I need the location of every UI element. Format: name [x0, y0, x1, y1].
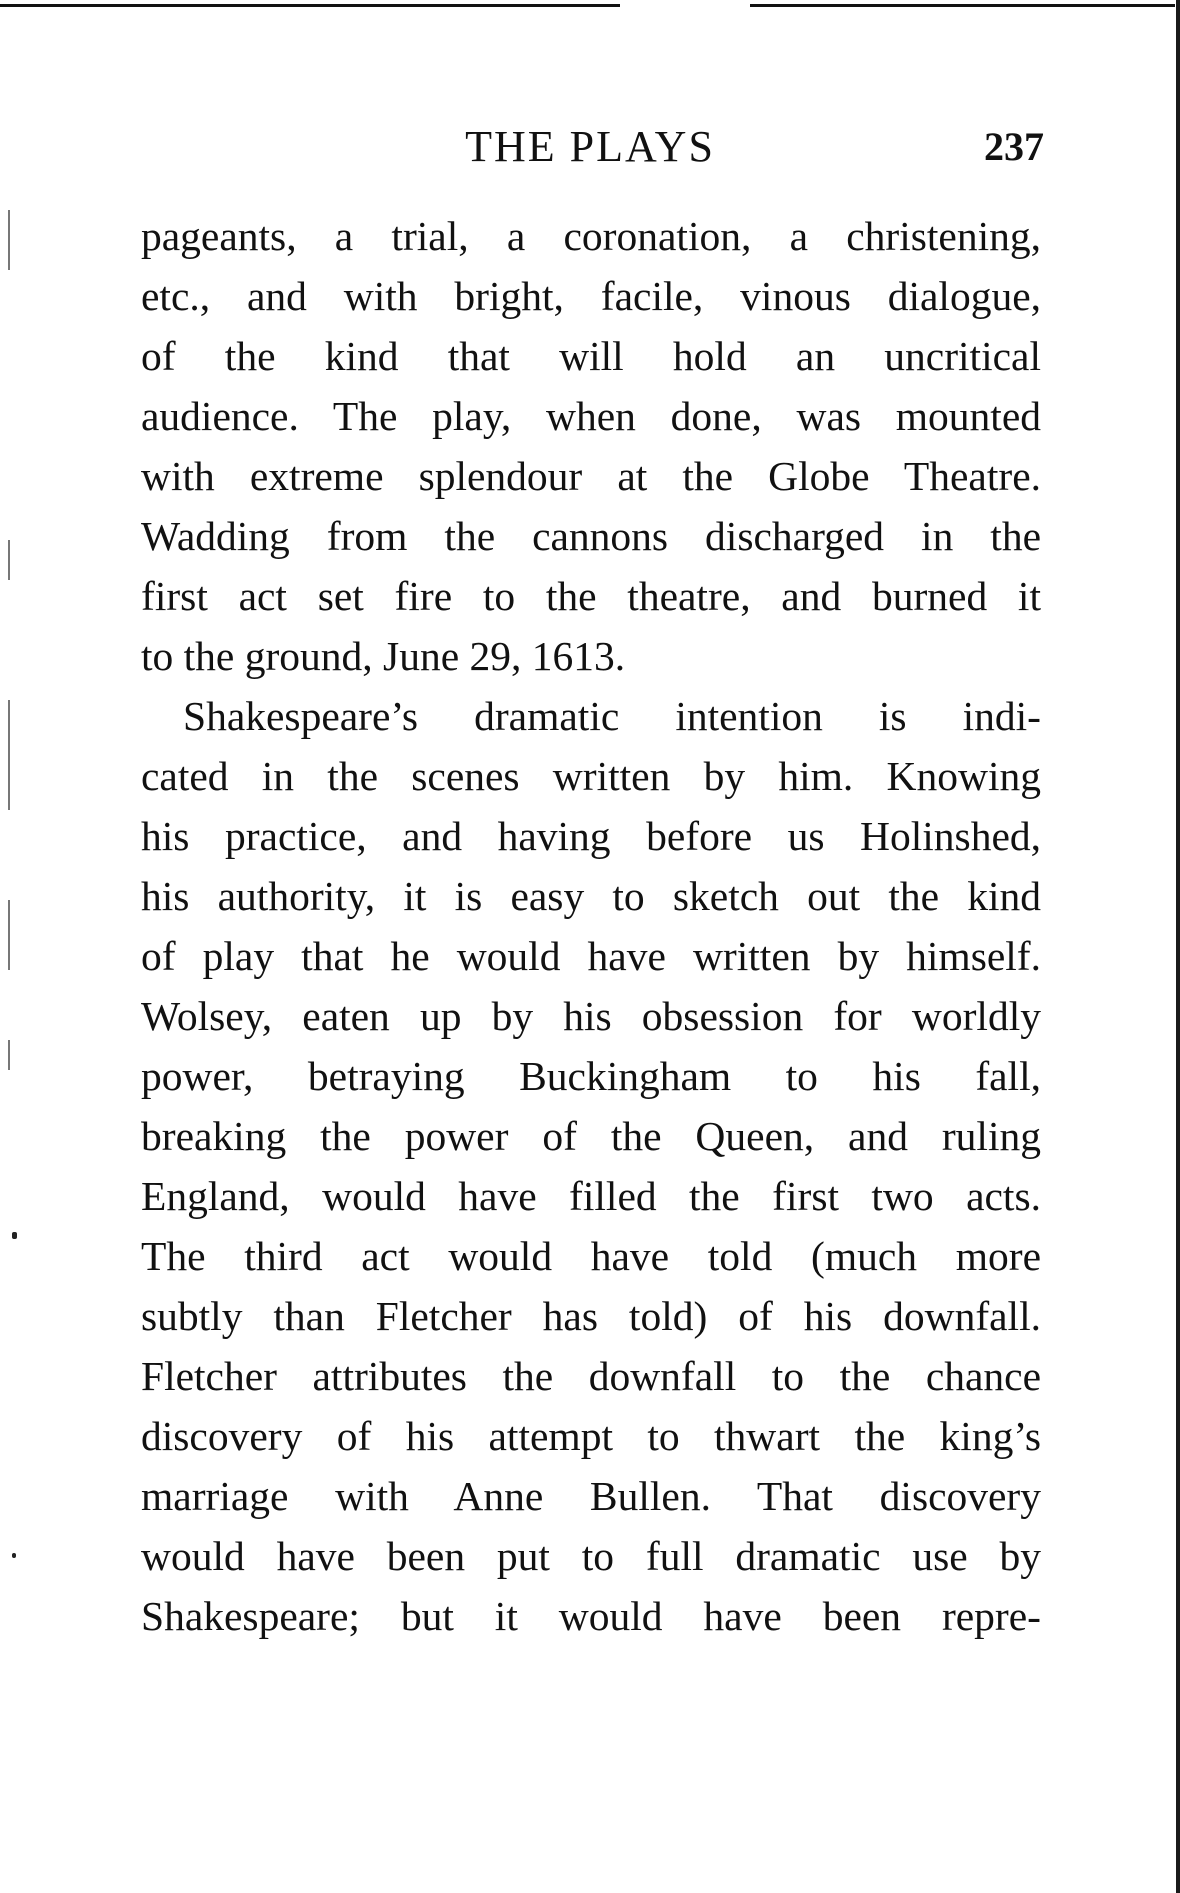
text-line: would have been put to full dramatic use by	[141, 1533, 1041, 1579]
text-line: power, betraying Buckingham to his fall,	[141, 1053, 1041, 1099]
text-line: The third act would have told (much more	[141, 1233, 1041, 1279]
scan-top-edge-gap	[620, 2, 750, 8]
running-title: THE PLAYS	[465, 122, 715, 171]
margin-mark	[12, 1232, 17, 1239]
text-line: cated in the scenes written by him. Knowing	[141, 753, 1041, 799]
text-line: subtly than Fletcher has told) of his downfall.	[141, 1293, 1041, 1339]
text-line: Wolsey, eaten up by his obsession for worldly	[141, 993, 1041, 1039]
scan-right-edge	[1176, 0, 1180, 1893]
margin-speck	[8, 540, 10, 580]
text-line: his practice, and having before us Holinshed,	[141, 813, 1041, 859]
margin-speck	[8, 1040, 10, 1070]
text-line: Shakespeare; but it would have been repre-	[141, 1593, 1041, 1639]
text-line: his authority, it is easy to sketch out the kind	[141, 873, 1041, 919]
text-line: audience. The play, when done, was mounted	[141, 393, 1041, 439]
text-line: of the kind that will hold an uncritical	[141, 333, 1041, 379]
text-line: Wadding from the cannons discharged in the	[141, 513, 1041, 559]
text-line: breaking the power of the Queen, and ruling	[141, 1113, 1041, 1159]
paragraph-first-line: Shakespeare’s dramatic intention is indi-	[183, 693, 1041, 739]
text-line: discovery of his attempt to thwart the king’s	[141, 1413, 1041, 1459]
text-line: England, would have filled the first two acts.	[141, 1173, 1041, 1219]
text-line: Fletcher attributes the downfall to the chance	[141, 1353, 1041, 1399]
text-line: with extreme splendour at the Globe Theatre.	[141, 453, 1041, 499]
text-line: first act set fire to the theatre, and burned it	[141, 573, 1041, 619]
body-text	[141, 206, 1041, 1646]
page-number: 237	[984, 124, 1044, 169]
text-line: pageants, a trial, a coronation, a christening,	[141, 213, 1041, 259]
text-line: marriage with Anne Bullen. That discovery	[141, 1473, 1041, 1519]
margin-mark	[12, 1553, 16, 1558]
text-line: to the ground, June 29, 1613.	[141, 633, 626, 679]
margin-speck	[8, 900, 10, 970]
text-line: etc., and with bright, facile, vinous dialogue,	[141, 273, 1041, 319]
scan-top-edge	[0, 4, 1175, 7]
text-line: of play that he would have written by himself.	[141, 933, 1041, 979]
margin-speck	[8, 700, 10, 810]
page-header	[140, 117, 1044, 177]
margin-speck	[8, 210, 10, 270]
